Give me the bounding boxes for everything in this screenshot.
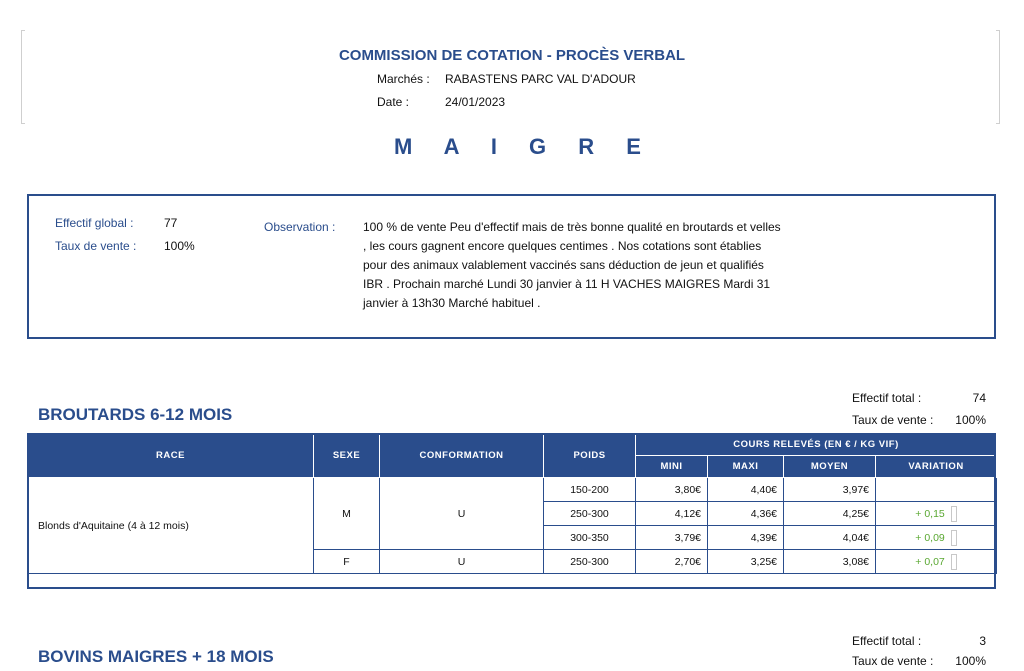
mini-cell: 3,79€: [636, 526, 708, 550]
sexe-cell: F: [314, 550, 380, 574]
maxi-cell: 4,40€: [708, 478, 784, 502]
maxi-cell: 4,36€: [708, 502, 784, 526]
maxi-cell: 3,25€: [708, 550, 784, 574]
section-broutards-effectif-value: 74: [972, 391, 986, 405]
section-broutards-effectif-label: Effectif total :: [852, 391, 922, 405]
effectif-global-label: Effectif global :: [55, 216, 134, 230]
date-label: Date :: [377, 95, 410, 109]
poids-cell: 250-300: [544, 550, 636, 574]
col-conformation: CONFORMATION: [380, 434, 544, 478]
variation-cell: [876, 526, 997, 550]
variation-cell: [876, 478, 997, 502]
section-broutards-taux-value: 100%: [955, 413, 986, 427]
trend-bar-icon: [951, 530, 957, 546]
variation-cell: [876, 550, 997, 574]
mini-cell: 4,12€: [636, 502, 708, 526]
page-margin-right: [996, 30, 1000, 124]
variation-cell: [876, 502, 997, 526]
col-variation: VARIATION: [876, 456, 997, 478]
col-race: RACE: [28, 434, 314, 478]
col-mini: MINI: [636, 456, 708, 478]
moyen-cell: 4,04€: [784, 526, 876, 550]
mini-cell: 2,70€: [636, 550, 708, 574]
section-broutards-title: BROUTARDS 6-12 MOIS: [38, 405, 233, 424]
col-cours-group: COURS RELEVÉS (EN € / KG VIF): [636, 434, 997, 456]
col-moyen: MOYEN: [784, 456, 876, 478]
sexe-cell: M: [314, 478, 380, 550]
section-bovins-title: BOVINS MAIGRES + 18 MOIS: [38, 647, 274, 666]
poids-cell: 300-350: [544, 526, 636, 550]
moyen-cell: 3,97€: [784, 478, 876, 502]
section-broutards-taux-label: Taux de vente :: [852, 413, 934, 427]
moyen-cell: 3,08€: [784, 550, 876, 574]
observation-text: 100 % de vente Peu d'effectif mais de très bonne qualité en broutards et velles , les cours gagnent encore quelques centimes . Nos cotations sont établies pour des animaux valablement vaccinés sans déduction de jeun et qualifiés IBR . Prochain marché Lundi 30 janvier à 11 H VACHES MAIGRES Mardi 31 janvier à 13h30 Marché habituel .: [363, 220, 781, 310]
effectif-global-value: 77: [164, 216, 178, 230]
cotation-table: [27, 433, 997, 574]
race-cell: Blonds d'Aquitaine (4 à 12 mois): [28, 478, 314, 574]
section-bovins-effectif-value: 3: [979, 634, 986, 648]
table-row: [28, 478, 997, 502]
date-value: 24/01/2023: [445, 95, 506, 109]
conformation-cell: U: [380, 550, 544, 574]
section-bovins-effectif-label: Effectif total :: [852, 634, 922, 648]
taux-vente-label: Taux de vente :: [55, 239, 137, 253]
variation-value: + 0,15: [915, 507, 945, 520]
poids-cell: 250-300: [544, 502, 636, 526]
page-margin-left: [21, 30, 25, 124]
observation-label: Observation :: [264, 220, 336, 234]
variation-value: + 0,09: [915, 531, 945, 544]
marche-label: Marchés :: [377, 72, 430, 86]
variation-value: + 0,07: [915, 555, 945, 568]
poids-cell: 150-200: [544, 478, 636, 502]
moyen-cell: 4,25€: [784, 502, 876, 526]
col-poids: POIDS: [544, 434, 636, 478]
category-heading: M A I G R E: [394, 134, 654, 159]
trend-bar-icon: [951, 554, 957, 570]
report-title: COMMISSION DE COTATION - PROCÈS VERBAL: [338, 47, 686, 64]
taux-vente-value: 100%: [164, 239, 195, 253]
section-bovins-taux-value: 100%: [955, 654, 986, 668]
col-sexe: SEXE: [314, 434, 380, 478]
col-maxi: MAXI: [708, 456, 784, 478]
section-bovins-taux-label: Taux de vente :: [852, 654, 934, 668]
maxi-cell: 4,39€: [708, 526, 784, 550]
marche-value: RABASTENS PARC VAL D'ADOUR: [445, 72, 636, 86]
trend-bar-icon: [951, 506, 957, 522]
mini-cell: 3,80€: [636, 478, 708, 502]
conformation-cell: U: [380, 478, 544, 550]
